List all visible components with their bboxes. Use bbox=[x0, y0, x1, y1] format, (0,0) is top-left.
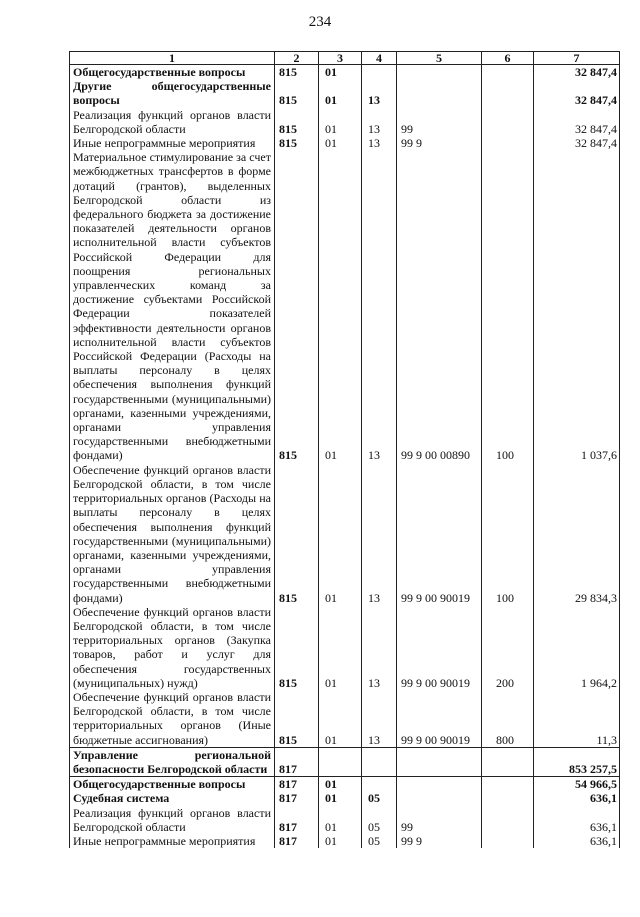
row-subsection bbox=[362, 777, 397, 792]
row-name: Общегосударственные вопросы bbox=[70, 65, 275, 80]
col-header-4: 4 bbox=[362, 52, 397, 65]
row-name: Иные непрограммные мероприятия bbox=[70, 136, 275, 150]
table-row bbox=[70, 79, 620, 107]
table-row bbox=[70, 108, 620, 136]
row-target-article: 99 9 00 90019 bbox=[397, 690, 482, 747]
row-expense-type bbox=[482, 65, 534, 80]
row-name: Материальное стимулирование за счет межбюджетных трансфертов в форме дотаций (грантов), выделенных Белгородской области из федерального бюджета за достижение показателей деятельности органов исполнительной власти субъектов Российской Федерации для поощрения региональных управленческих команд за достижение субъектами Российской Федерации показателей эффективности деятельности органов исполнительной власти субъектов Российской Федерации (Расходы на выплаты персоналу в целях обеспечения выполнения функций государственными (муниципальными) органами, казенными учреждениями, органами управления государственными внебюджетными фондами) bbox=[70, 150, 275, 462]
row-name: Иные непрограммные мероприятия bbox=[70, 834, 275, 848]
row-section bbox=[319, 747, 362, 776]
row-subsection bbox=[362, 65, 397, 80]
row-target-article: 99 9 00 90019 bbox=[397, 463, 482, 605]
row-ministry: 815 bbox=[275, 463, 319, 605]
row-amount: 32 847,4 bbox=[534, 79, 620, 107]
row-amount: 1 037,6 bbox=[534, 150, 620, 462]
row-subsection: 05 bbox=[362, 806, 397, 834]
row-amount: 1 964,2 bbox=[534, 605, 620, 690]
row-name: Другие общегосударственные вопросы bbox=[70, 79, 275, 107]
table-row bbox=[70, 747, 620, 776]
col-header-2: 2 bbox=[275, 52, 319, 65]
row-name: Управление региональной безопасности Белгородской области bbox=[70, 747, 275, 776]
row-target-article bbox=[397, 65, 482, 80]
row-target-article bbox=[397, 747, 482, 776]
row-amount: 636,1 bbox=[534, 806, 620, 834]
row-target-article: 99 bbox=[397, 806, 482, 834]
row-section: 01 bbox=[319, 777, 362, 792]
row-subsection: 13 bbox=[362, 108, 397, 136]
table-row bbox=[70, 806, 620, 834]
row-amount: 54 966,5 bbox=[534, 777, 620, 792]
row-expense-type bbox=[482, 777, 534, 792]
row-expense-type bbox=[482, 834, 534, 848]
row-ministry: 815 bbox=[275, 79, 319, 107]
row-target-article bbox=[397, 777, 482, 792]
row-subsection: 13 bbox=[362, 150, 397, 462]
row-section: 01 bbox=[319, 150, 362, 462]
table-row bbox=[70, 777, 620, 792]
row-ministry: 817 bbox=[275, 791, 319, 805]
col-header-3: 3 bbox=[319, 52, 362, 65]
row-section: 01 bbox=[319, 136, 362, 150]
row-target-article bbox=[397, 791, 482, 805]
row-ministry: 815 bbox=[275, 150, 319, 462]
row-target-article bbox=[397, 79, 482, 107]
row-name: Обеспечение функций органов власти Белгородской области, в том числе территориальных органов (Расходы на выплаты персоналу в целях обеспечения выполнения функций государственными (муниципальными) органами, казенными учреждениями, органами управления государственными внебюджетными фондами) bbox=[70, 463, 275, 605]
row-name: Обеспечение функций органов власти Белгородской области, в том числе территориальных органов (Закупка товаров, работ и услуг для обеспечения государственных (муниципальных) нужд) bbox=[70, 605, 275, 690]
budget-table bbox=[69, 51, 620, 848]
row-target-article: 99 bbox=[397, 108, 482, 136]
table-row bbox=[70, 150, 620, 462]
row-amount: 636,1 bbox=[534, 791, 620, 805]
row-section: 01 bbox=[319, 690, 362, 747]
row-name: Судебная система bbox=[70, 791, 275, 805]
row-amount: 32 847,4 bbox=[534, 136, 620, 150]
row-section: 01 bbox=[319, 65, 362, 80]
row-ministry: 815 bbox=[275, 65, 319, 80]
col-header-6: 6 bbox=[482, 52, 534, 65]
row-subsection: 13 bbox=[362, 79, 397, 107]
row-subsection: 13 bbox=[362, 690, 397, 747]
table-row bbox=[70, 463, 620, 605]
row-expense-type: 800 bbox=[482, 690, 534, 747]
row-ministry: 817 bbox=[275, 777, 319, 792]
row-name: Общегосударственные вопросы bbox=[70, 777, 275, 792]
row-ministry: 815 bbox=[275, 108, 319, 136]
table-row bbox=[70, 791, 620, 805]
row-section: 01 bbox=[319, 605, 362, 690]
table-row bbox=[70, 136, 620, 150]
row-amount: 32 847,4 bbox=[534, 108, 620, 136]
row-subsection bbox=[362, 747, 397, 776]
row-expense-type bbox=[482, 136, 534, 150]
row-name: Реализация функций органов власти Белгородской области bbox=[70, 806, 275, 834]
row-ministry: 817 bbox=[275, 747, 319, 776]
row-expense-type bbox=[482, 806, 534, 834]
row-expense-type: 200 bbox=[482, 605, 534, 690]
row-target-article: 99 9 00 00890 bbox=[397, 150, 482, 462]
page-number: 234 bbox=[308, 14, 332, 30]
row-subsection: 13 bbox=[362, 605, 397, 690]
row-amount: 32 847,4 bbox=[534, 65, 620, 80]
row-expense-type bbox=[482, 108, 534, 136]
row-name: Обеспечение функций органов власти Белгородской области, в том числе территориальных органов (Иные бюджетные ассигнования) bbox=[70, 690, 275, 747]
row-section: 01 bbox=[319, 791, 362, 805]
row-expense-type bbox=[482, 791, 534, 805]
row-name: Реализация функций органов власти Белгородской области bbox=[70, 108, 275, 136]
row-section: 01 bbox=[319, 806, 362, 834]
row-expense-type bbox=[482, 79, 534, 107]
row-ministry: 815 bbox=[275, 136, 319, 150]
row-amount: 853 257,5 bbox=[534, 747, 620, 776]
col-header-7: 7 bbox=[534, 52, 620, 65]
row-target-article: 99 9 00 90019 bbox=[397, 605, 482, 690]
row-section: 01 bbox=[319, 108, 362, 136]
table-row bbox=[70, 605, 620, 690]
header-row bbox=[70, 52, 620, 65]
row-subsection: 05 bbox=[362, 834, 397, 848]
table-row bbox=[70, 65, 620, 80]
row-section: 01 bbox=[319, 834, 362, 848]
row-ministry: 817 bbox=[275, 806, 319, 834]
row-ministry: 817 bbox=[275, 834, 319, 848]
row-target-article: 99 9 bbox=[397, 136, 482, 150]
row-amount: 11,3 bbox=[534, 690, 620, 747]
row-target-article: 99 9 bbox=[397, 834, 482, 848]
row-subsection: 13 bbox=[362, 136, 397, 150]
row-section: 01 bbox=[319, 463, 362, 605]
col-header-1: 1 bbox=[70, 52, 275, 65]
row-section: 01 bbox=[319, 79, 362, 107]
row-amount: 29 834,3 bbox=[534, 463, 620, 605]
table-row bbox=[70, 690, 620, 747]
col-header-5: 5 bbox=[397, 52, 482, 65]
row-expense-type bbox=[482, 747, 534, 776]
row-subsection: 13 bbox=[362, 463, 397, 605]
row-amount: 636,1 bbox=[534, 834, 620, 848]
row-subsection: 05 bbox=[362, 791, 397, 805]
row-expense-type: 100 bbox=[482, 463, 534, 605]
row-ministry: 815 bbox=[275, 690, 319, 747]
table-row bbox=[70, 834, 620, 848]
row-expense-type: 100 bbox=[482, 150, 534, 462]
row-ministry: 815 bbox=[275, 605, 319, 690]
